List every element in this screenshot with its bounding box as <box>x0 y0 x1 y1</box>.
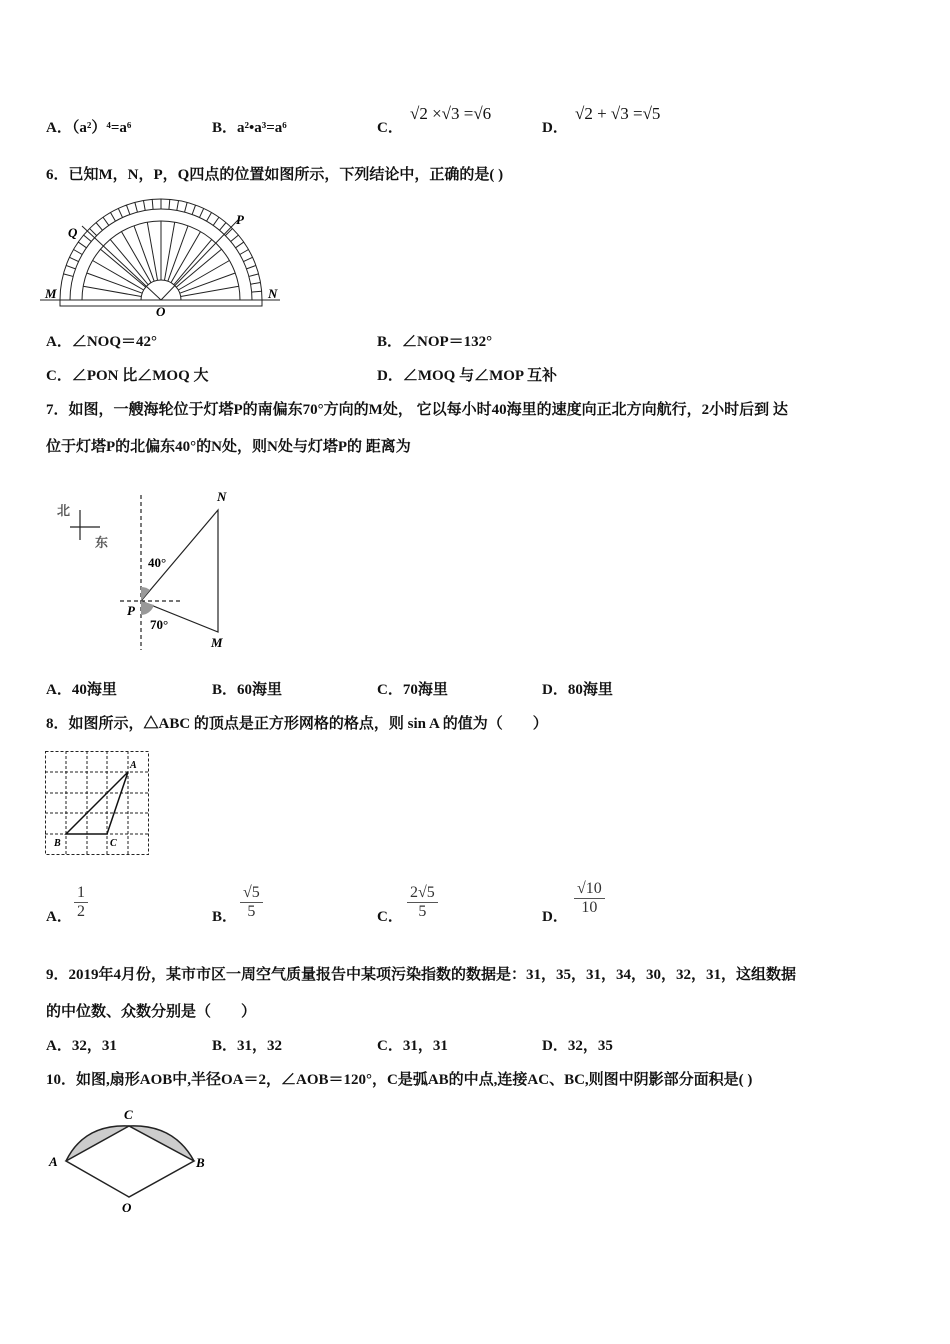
label-a: A <box>130 760 137 771</box>
denominator: 2 <box>77 903 85 920</box>
q5-option-c-label: C． <box>377 120 403 136</box>
protractor-tick <box>96 223 102 231</box>
protractor-tick <box>103 217 109 225</box>
label-b: B <box>54 838 61 849</box>
q9-option-b: B．31，32 <box>212 1038 283 1054</box>
protractor-ray <box>180 273 235 293</box>
q6-option-c: C．∠PON 比∠MOQ 大 <box>46 368 209 384</box>
denominator: 5 <box>418 903 427 920</box>
sector-figure <box>44 1104 214 1219</box>
q5-option-c-expr: √2 ×√3 =√6 <box>410 104 492 123</box>
label-c: C <box>110 838 117 849</box>
q8-option-a-fraction <box>74 884 88 921</box>
q6-stem: 6．已知M，N，P，Q四点的位置如图所示，下列结论中，正确的是( ) <box>46 167 504 183</box>
protractor-tick <box>247 265 256 268</box>
q7-option-b: B．60海里 <box>212 682 283 698</box>
north-label: 北 <box>57 503 71 518</box>
grid-triangle-figure <box>44 750 154 860</box>
protractor-ray <box>181 286 239 296</box>
q5-option-d-expr: √2 + √3 =√5 <box>575 104 661 123</box>
q8-option-a-label: A． <box>46 909 72 925</box>
label-m: M <box>211 635 223 650</box>
protractor-tick <box>143 201 145 211</box>
protractor-tick <box>63 274 73 277</box>
label-o: O <box>122 1200 132 1215</box>
q8-option-b-label: B． <box>212 909 238 925</box>
numerator: √5 <box>240 884 263 903</box>
protractor-figure <box>40 190 290 320</box>
protractor-tick <box>66 265 75 268</box>
protractor-tick <box>207 213 212 222</box>
protractor-tick <box>192 205 195 214</box>
protractor-ray <box>87 273 142 293</box>
protractor-tick <box>78 242 86 248</box>
label-b: B <box>196 1155 205 1170</box>
protractor-tick <box>111 213 116 222</box>
protractor-tick <box>243 257 252 261</box>
q8-option-c-label: C． <box>377 909 403 925</box>
label-m: M <box>45 286 57 301</box>
label-a: A <box>49 1154 58 1169</box>
label-n: N <box>268 286 278 301</box>
label-n: N <box>217 489 227 504</box>
q8-option-d-fraction <box>574 880 605 917</box>
protractor-tick <box>251 282 261 284</box>
label-p: P <box>236 212 244 227</box>
angle-40: 40° <box>148 555 167 570</box>
label-o: O <box>156 304 166 319</box>
denominator: 5 <box>247 903 256 920</box>
q8-stem: 8．如图所示，△ABC 的顶点是正方形网格的格点，则 sin A 的值为（ ） <box>46 716 548 732</box>
q9-option-c: C．31，31 <box>377 1038 448 1054</box>
q5-option-b: B．a²•a³=a⁶ <box>212 120 287 136</box>
q6-option-a: A．∠NOQ＝42° <box>46 334 157 350</box>
protractor-ray <box>164 222 174 280</box>
protractor-ray <box>178 261 229 291</box>
label-p: P <box>127 603 135 618</box>
q5-option-a: A．（a²）⁴=a⁶ <box>46 120 132 136</box>
q5-option-d-label: D． <box>542 120 568 136</box>
protractor-tick <box>249 274 259 277</box>
numerator: √10 <box>574 880 605 899</box>
angle-70: 70° <box>150 617 169 632</box>
protractor-tick <box>126 205 129 214</box>
protractor-tick <box>74 250 83 255</box>
protractor-tick <box>152 199 153 209</box>
q7-option-c: C．70海里 <box>377 682 448 698</box>
label-c: C <box>124 1107 133 1122</box>
protractor-ray <box>171 232 201 283</box>
q8-option-b-fraction <box>240 884 263 921</box>
lighthouse-figure <box>45 485 260 655</box>
q9-stem-line1: 9．2019年4月份，某市市区一周空气质量报告中某项污染指数的数据是：31，35，31，34，30，32，31，这组数据 <box>46 967 797 983</box>
protractor-tick <box>185 202 188 212</box>
protractor-tick <box>199 208 203 217</box>
protractor-ray <box>147 222 157 280</box>
q9-option-a: A．32，31 <box>46 1038 117 1054</box>
protractor-tick <box>135 202 138 212</box>
protractor-tick <box>219 223 225 231</box>
numerator: 2√5 <box>407 884 438 903</box>
q6-option-d: D．∠MOQ 与∠MOP 互补 <box>377 368 557 384</box>
east-label: 东 <box>95 535 109 550</box>
protractor-tick <box>240 250 249 255</box>
protractor-tick <box>252 291 262 292</box>
protractor-tick <box>69 257 78 261</box>
q9-option-d: D．32，35 <box>542 1038 613 1054</box>
q8-option-c-fraction <box>407 884 438 921</box>
protractor-ray <box>134 226 154 281</box>
protractor-ray <box>122 232 152 283</box>
protractor-tick <box>236 242 244 248</box>
q10-stem: 10．如图,扇形AOB中,半径OA＝2，∠AOB＝120°，C是弧AB的中点,连接AC、BC,则图中阴影部分面积是( ) <box>46 1072 753 1088</box>
protractor-tick <box>213 217 219 225</box>
q9-stem-line2: 的中位数、众数分别是（ ） <box>46 1004 257 1020</box>
protractor-tick <box>169 199 170 209</box>
protractor-tick <box>84 235 92 241</box>
protractor-ray <box>168 226 188 281</box>
q7-stem-line2: 位于灯塔P的北偏东40°的N处，则N处与灯塔P的 距离为 <box>46 439 411 455</box>
protractor-ray <box>93 261 144 291</box>
denominator: 10 <box>581 899 598 916</box>
q6-option-b: B．∠NOP＝132° <box>377 334 493 350</box>
q7-stem-line1: 7．如图，一艘海轮位于灯塔P的南偏东70°方向的M处， 它以每小时40海里的速度向正北方向航行，2小时后到 达 <box>46 402 788 418</box>
q7-option-a: A．40海里 <box>46 682 117 698</box>
protractor-tick <box>118 208 122 217</box>
protractor-ray <box>83 286 141 296</box>
protractor-tick <box>177 201 179 211</box>
q8-option-d-label: D． <box>542 909 568 925</box>
q7-option-d: D．80海里 <box>542 682 613 698</box>
numerator: 1 <box>74 884 88 903</box>
protractor-tick <box>231 235 239 241</box>
label-q: Q <box>68 225 78 240</box>
